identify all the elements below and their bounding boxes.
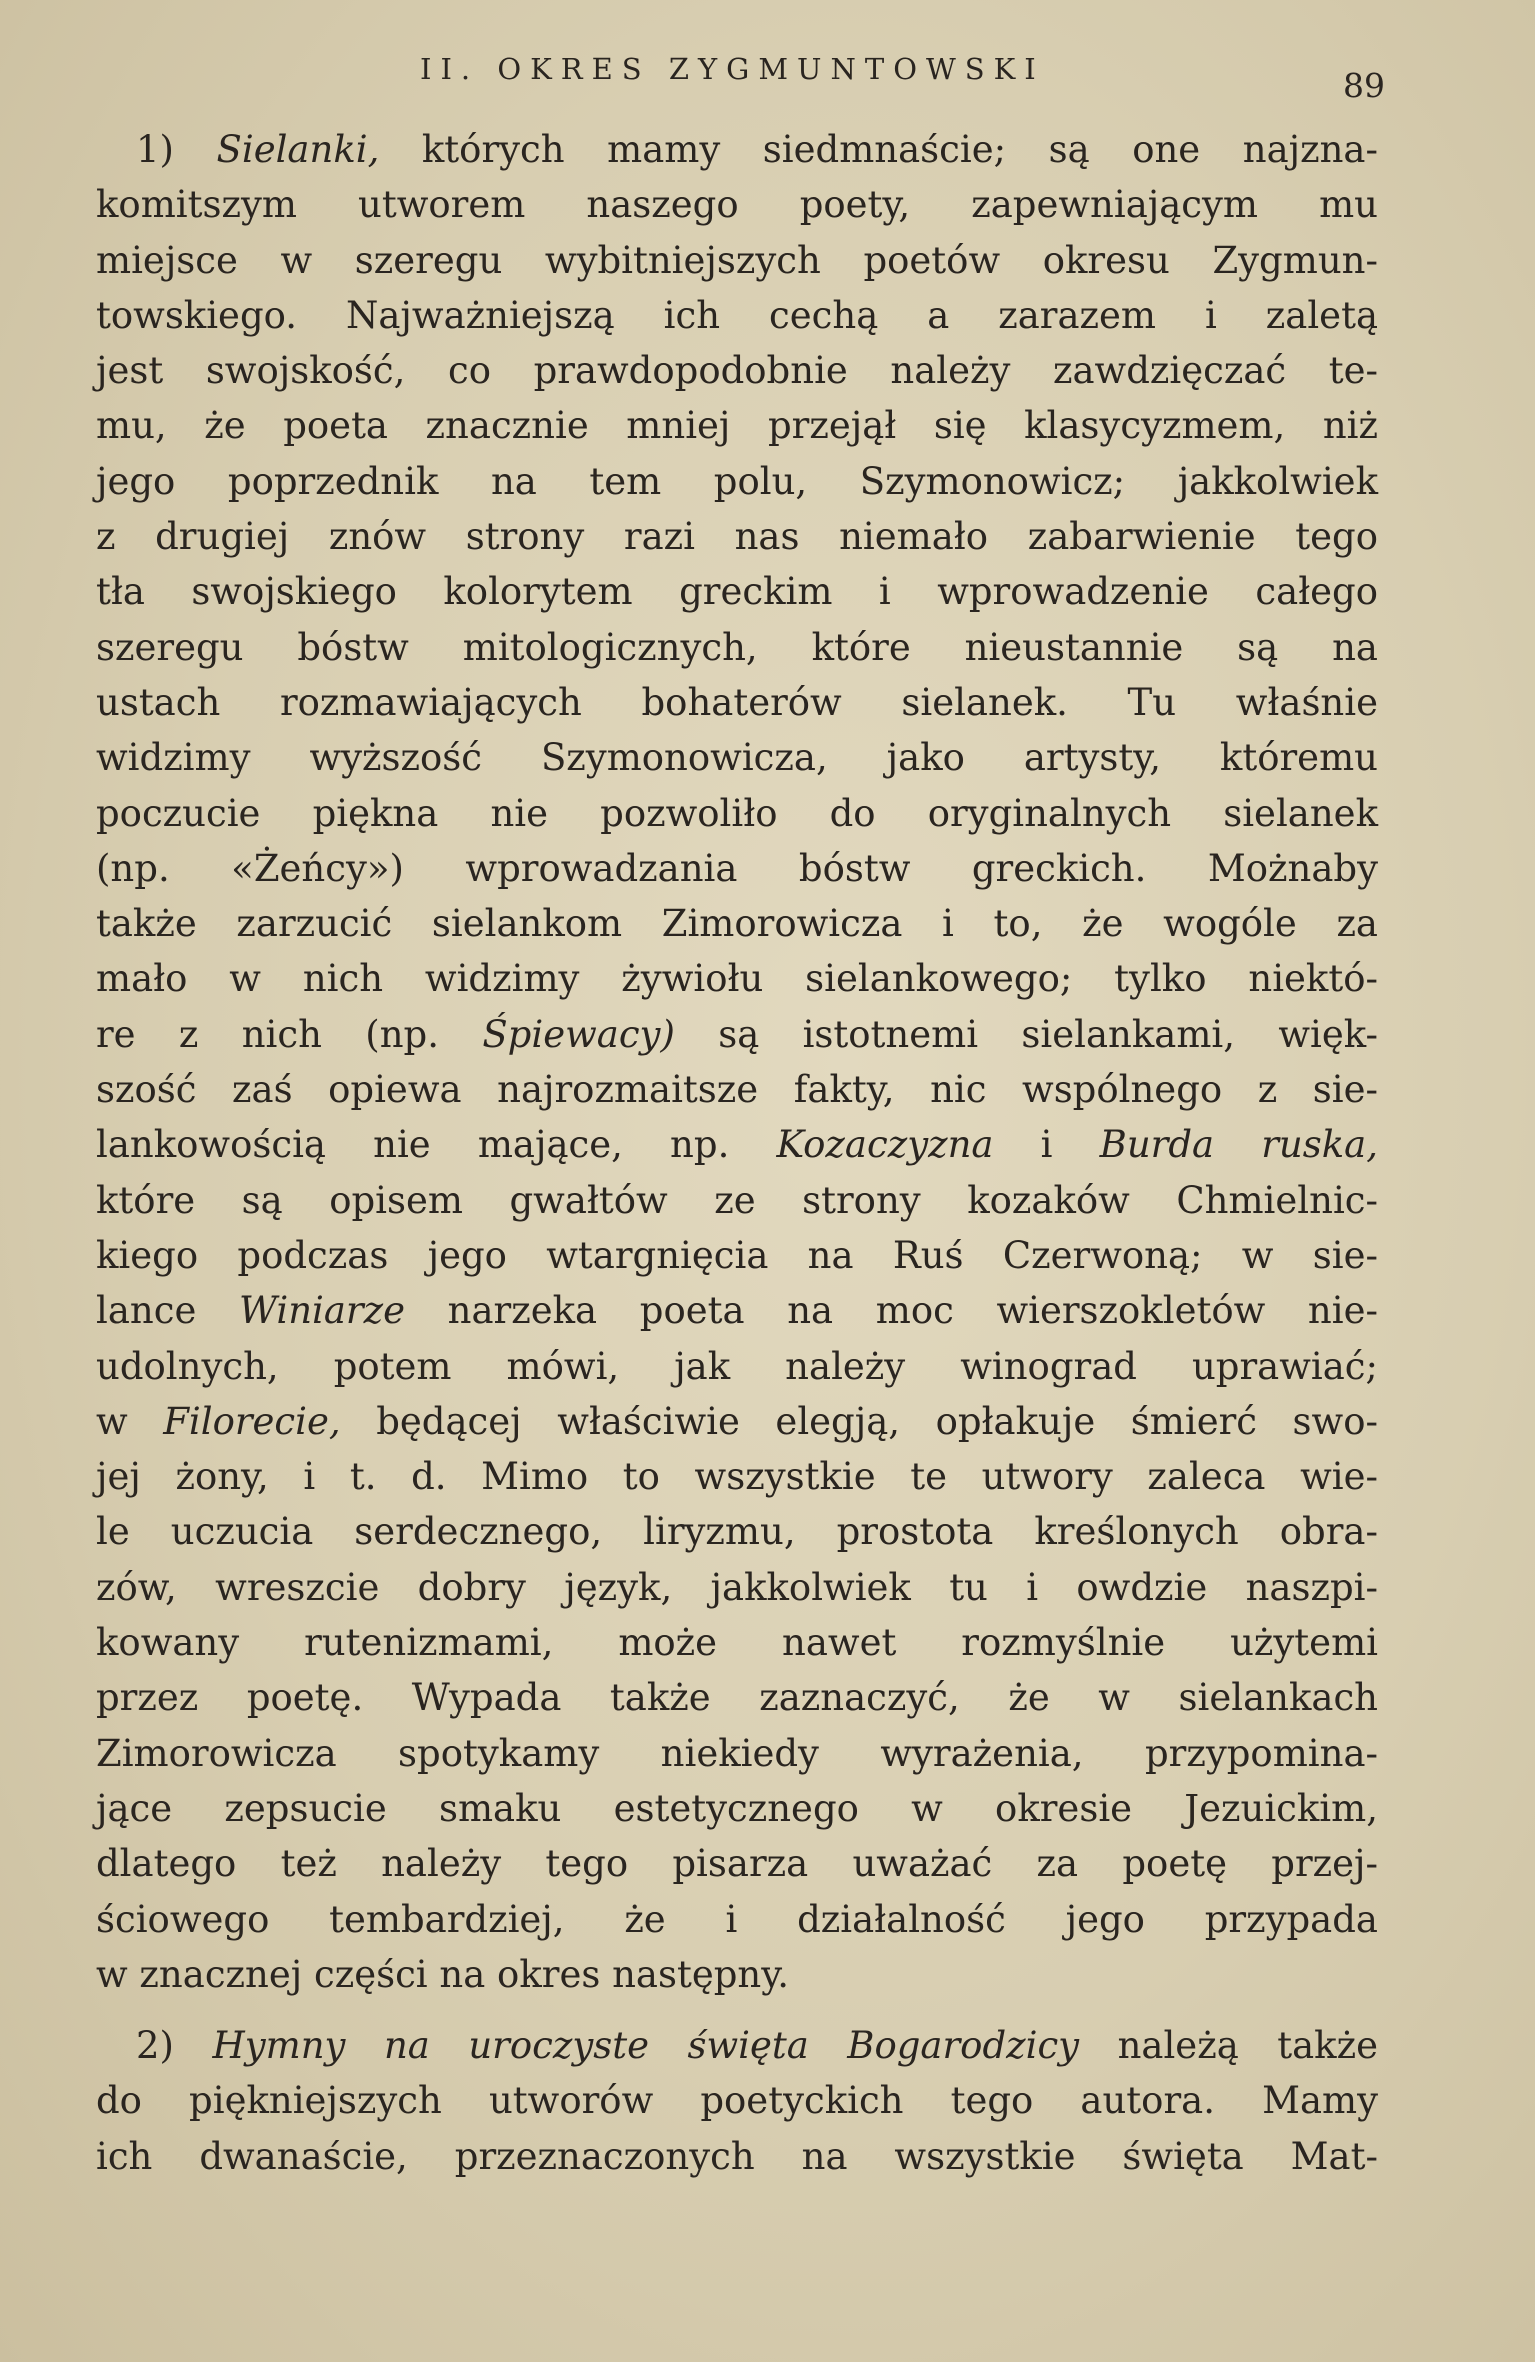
text-line: poczucie piękna nie pozwoliło do oryginalnych sielanek <box>96 791 1378 835</box>
text-line: ich dwanaście, przeznaczonych na wszystkie święta Mat- <box>96 2134 1378 2178</box>
text-line: tła swojskiego kolorytem greckim i wprowadzenie całego <box>96 570 1378 614</box>
text-line: 1) Sielanki, których mamy siedmnaście; są one najzna- <box>136 128 1378 171</box>
running-head: II. OKRES ZYGMUNTOWSKI <box>420 52 1045 86</box>
text-line: towskiego. Najważniejszą ich cechą a zarazem i zaletą <box>96 293 1378 337</box>
text-line: Zimorowicza spotykamy niekiedy wyrażenia, przypomina- <box>96 1731 1378 1775</box>
text-line: udolnych, potem mówi, jak należy winograd uprawiać; <box>96 1344 1378 1388</box>
text-line: jące zepsucie smaku estetycznego w okresie Jezuickim, <box>96 1786 1378 1830</box>
title-kozaczyzna: Kozaczyzna <box>776 1123 994 1167</box>
text-line: ściowego tembardziej, że i działalność jego przypada <box>96 1897 1378 1941</box>
text-line: widzimy wyższość Szymonowicza, jako artysty, któremu <box>96 736 1378 780</box>
text-line: z drugiej znów strony razi nas niemało zabarwienie tego <box>96 515 1378 559</box>
text-line: jej żony, i t. d. Mimo to wszystkie te utwory zaleca wie- <box>96 1455 1378 1499</box>
text-line: w znacznej części na okres następny. <box>96 1952 789 1996</box>
text-line: zów, wreszcie dobry język, jakkolwiek tu i owdzie naszpi- <box>96 1565 1378 1609</box>
title-sielanki: Sielanki, <box>216 128 380 171</box>
text-line: szość zaś opiewa najrozmaitsze fakty, nic wspólnego z sie- <box>96 1068 1378 1112</box>
text-line: le uczucia serdecznego, liryzmu, prostota kreślonych obra- <box>96 1510 1378 1554</box>
text-line: (np. «Żeńcy») wprowadzania bóstw greckich. Możnaby <box>96 846 1378 890</box>
text-line: do piękniejszych utworów poetyckich tego autora. Mamy <box>96 2079 1378 2123</box>
title-burda-ruska: Burda ruska, <box>1099 1123 1378 1167</box>
page-header <box>420 52 1385 105</box>
text-line: w Filorecie, będącej właściwie elegją, opłakuje śmierć swo- <box>96 1399 1378 1443</box>
text-line: kiego podczas jego wtargnięcia na Ruś Czerwoną; w sie- <box>96 1233 1378 1277</box>
text-line: mu, że poeta znacznie mniej przejął się klasycyzmem, niż <box>96 404 1378 448</box>
text-line: lankowością nie mające, np. Kozaczyzna i Burda ruska, <box>96 1123 1378 1167</box>
text-line: dlatego też należy tego pisarza uważać za poetę przej- <box>96 1842 1378 1886</box>
title-filorecie: Filorecie, <box>163 1399 341 1443</box>
text-line: komitszym utworem naszego poety, zapewniającym mu <box>96 183 1378 227</box>
text-line: jego poprzednik na tem polu, Szymonowicz; jakkolwiek <box>96 459 1378 503</box>
paragraph-hymny <box>96 2018 1378 2184</box>
title-spiewacy: Śpiewacy) <box>482 1012 675 1056</box>
title-hymny: Hymny na uroczyste święta Bogarodzicy <box>212 2024 1080 2068</box>
text-line: mało w nich widzimy żywiołu sielankowego; tylko niektó- <box>96 957 1378 1001</box>
text-line: także zarzucić sielankom Zimorowicza i to, że wogóle za <box>96 902 1378 946</box>
paragraph-sielanki <box>96 122 1378 2002</box>
text-line: które są opisem gwałtów ze strony kozaków Chmielnic- <box>96 1178 1378 1222</box>
text-line: lance Winiarze narzeka poeta na moc wierszokletów nie- <box>96 1289 1378 1333</box>
text-line: jest swojskość, co prawdopodobnie należy zawdzięczać te- <box>96 349 1378 393</box>
text-line: kowany rutenizmami, może nawet rozmyślnie użytemi <box>96 1621 1378 1665</box>
text-line: 2) Hymny na uroczyste święta Bogarodzicy należą także <box>136 2024 1378 2068</box>
title-winiarze: Winiarze <box>239 1289 406 1333</box>
text-line: przez poetę. Wypada także zaznaczyć, że w sielankach <box>96 1676 1378 1720</box>
page-number: 89 <box>1343 66 1385 105</box>
text-line: szeregu bóstw mitologicznych, które nieustannie są na <box>96 625 1378 669</box>
text-line: miejsce w szeregu wybitniejszych poetów okresu Zygmun- <box>96 238 1378 282</box>
text-line: re z nich (np. Śpiewacy) są istotnemi sielankami, więk- <box>96 1012 1378 1056</box>
text-line: ustach rozmawiających bohaterów sielanek. Tu właśnie <box>96 680 1378 724</box>
body-text <box>96 122 1378 2184</box>
